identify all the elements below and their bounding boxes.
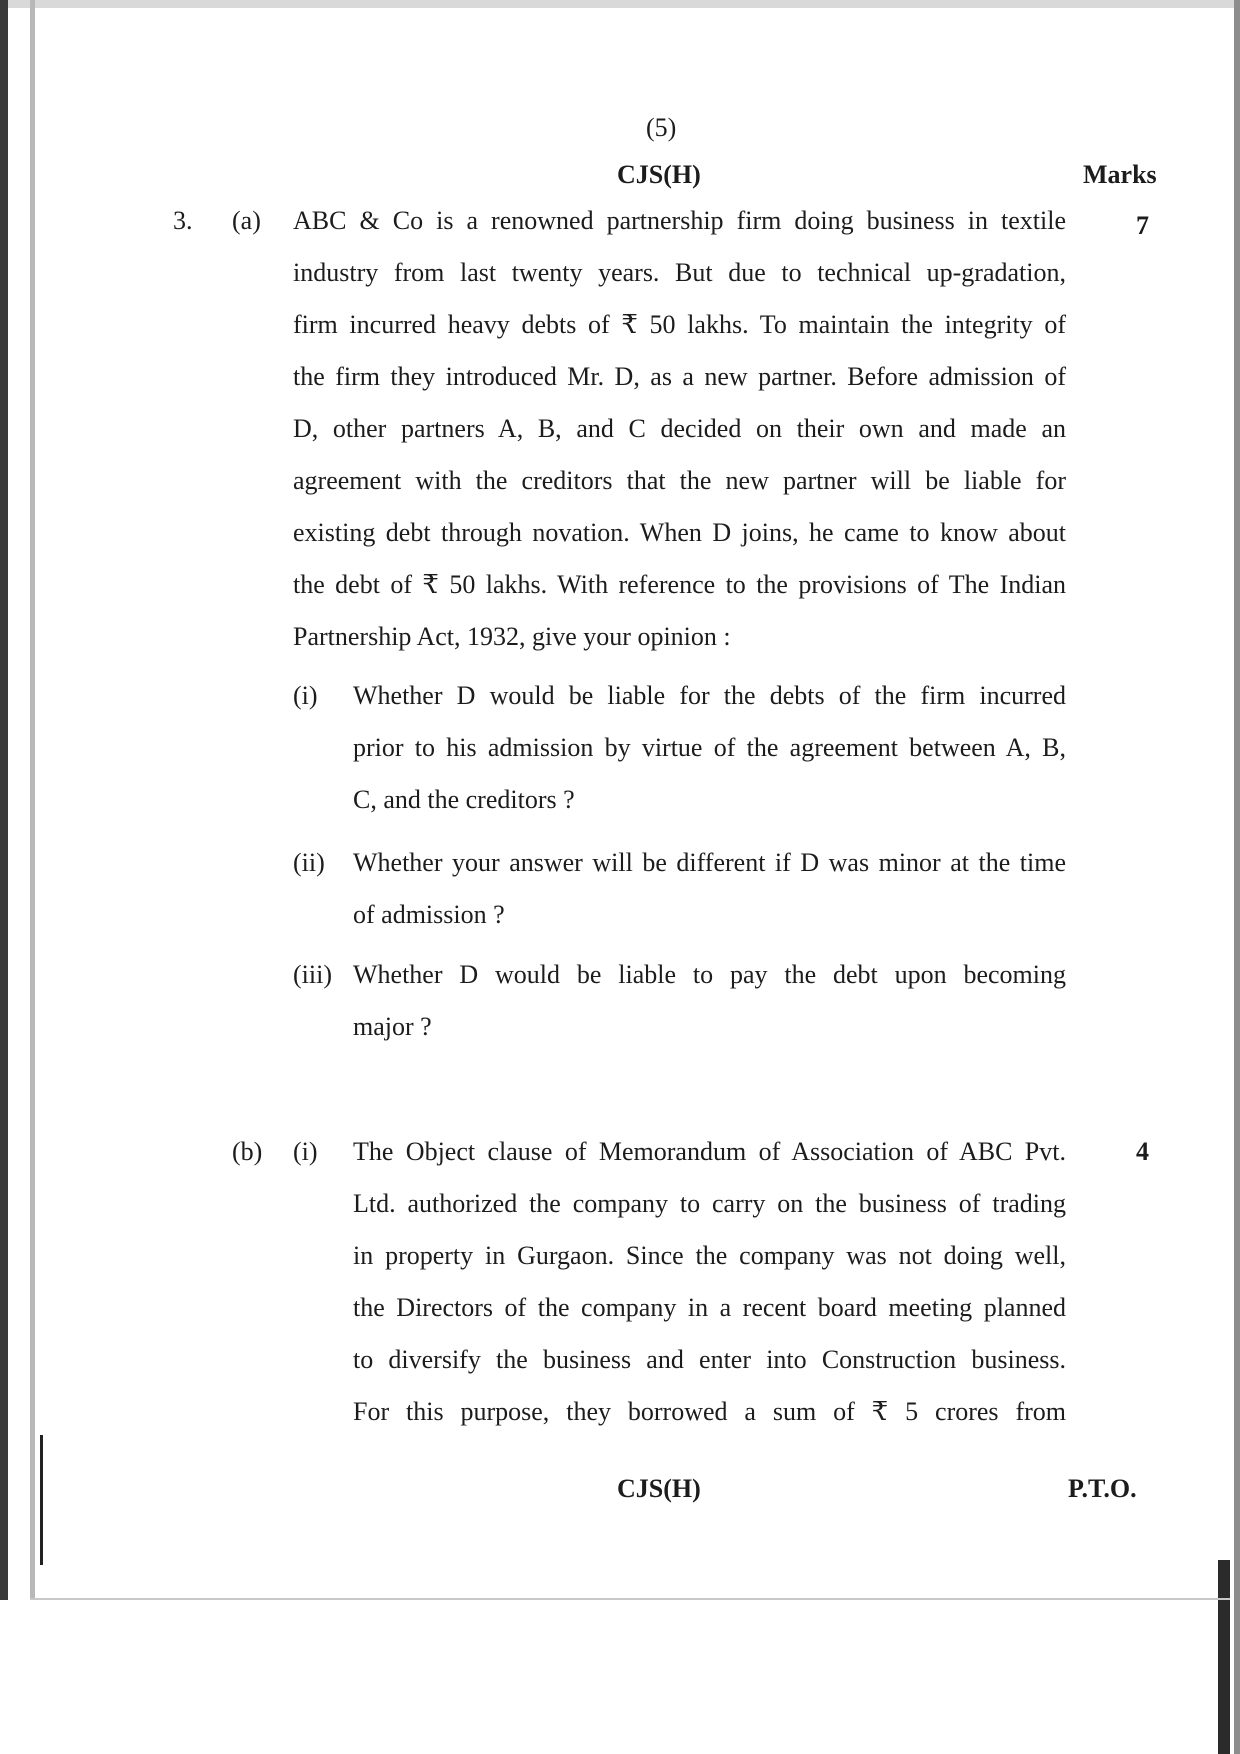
sub-question-line: C, and the creditors ?	[353, 785, 575, 814]
sub-question-i-text	[353, 670, 1066, 826]
part-b-text	[353, 1126, 1066, 1438]
sub-question-ii-text	[353, 837, 1066, 941]
part-b-label: (b)	[232, 1137, 263, 1166]
part-b-line: the Directors of the company in a recent board meeting planned	[353, 1293, 1066, 1322]
part-a-line: industry from last twenty years. But due to technical up-gradation,	[293, 258, 1066, 287]
part-b-line: Ltd. authorized the company to carry on the business of trading	[353, 1189, 1066, 1218]
please-turn-over: P.T.O.	[1068, 1474, 1137, 1503]
part-a-line: agreement with the creditors that the new partner will be liable for	[293, 466, 1066, 495]
part-b-line: to diversify the business and enter into Construction business.	[353, 1345, 1066, 1374]
sub-question-line: major ?	[353, 1012, 432, 1041]
part-b-sub-label: (i)	[293, 1137, 318, 1166]
margin-binding-mark	[40, 1435, 43, 1565]
scan-edge-top	[0, 0, 1240, 8]
scan-edge-right	[1234, 0, 1240, 1754]
part-b-line: in property in Gurgaon. Since the company was not doing well,	[353, 1241, 1066, 1270]
part-a-line: the debt of ₹ 50 lakhs. With reference to the provisions of The Indian	[293, 570, 1066, 599]
part-a-line: existing debt through novation. When D joins, he came to know about	[293, 518, 1066, 547]
scan-edge-left-inner	[30, 0, 35, 1600]
part-b-marks: 4	[1136, 1137, 1149, 1166]
sub-question-line: of admission ?	[353, 900, 505, 929]
sub-question-iii-text	[353, 949, 1066, 1053]
sub-question-label: (iii)	[293, 960, 332, 989]
part-a-line: D, other partners A, B, and C decided on their own and made an	[293, 414, 1066, 443]
sub-question-label: (i)	[293, 681, 318, 710]
part-a-line: firm incurred heavy debts of ₹ 50 lakhs. To maintain the integrity of	[293, 310, 1066, 339]
part-b-line: The Object clause of Memorandum of Association of ABC Pvt.	[353, 1137, 1066, 1166]
part-b-line: For this purpose, they borrowed a sum of ₹ 5 crores from	[353, 1397, 1066, 1426]
part-a-label: (a)	[232, 206, 261, 235]
scan-edge-right-dark	[1218, 1560, 1230, 1754]
scan-page-bottom-edge	[30, 1598, 1230, 1600]
sub-question-line: Whether your answer will be different if D was minor at the time	[353, 848, 1066, 877]
part-a-line: the firm they introduced Mr. D, as a new partner. Before admission of	[293, 362, 1066, 391]
part-a-text	[293, 195, 1066, 663]
part-a-line: ABC & Co is a renowned partnership firm doing business in textile	[293, 206, 1066, 235]
sub-question-label: (ii)	[293, 848, 325, 877]
paper-code-header: CJS(H)	[617, 160, 701, 189]
scan-edge-left	[0, 0, 8, 1600]
sub-question-line: Whether D would be liable to pay the debt upon becoming	[353, 960, 1066, 989]
sub-question-line: Whether D would be liable for the debts of the firm incurred	[353, 681, 1066, 710]
question-number: 3.	[173, 206, 193, 235]
part-a-marks: 7	[1136, 211, 1149, 240]
part-a-line: Partnership Act, 1932, give your opinion :	[293, 622, 731, 651]
page-number: (5)	[646, 113, 677, 142]
sub-question-line: prior to his admission by virtue of the agreement between A, B,	[353, 733, 1066, 762]
marks-heading: Marks	[1083, 160, 1157, 189]
paper-code-footer: CJS(H)	[617, 1474, 701, 1503]
